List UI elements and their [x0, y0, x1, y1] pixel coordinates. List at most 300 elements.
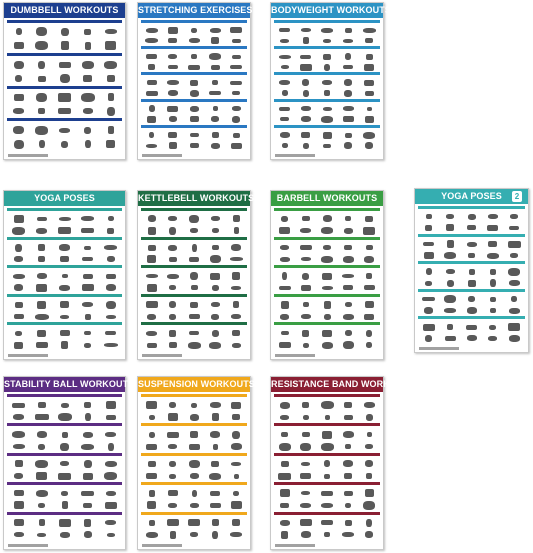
exercise-figure-icon — [169, 474, 176, 479]
exercise-figure-icon — [168, 490, 178, 496]
exercise-figure-icon — [13, 274, 25, 279]
section-divider — [7, 118, 122, 121]
exercise-figure-icon — [425, 225, 432, 231]
exercise-figure-icon — [210, 28, 221, 33]
poster-footer — [142, 154, 182, 157]
exercise-figure-icon — [300, 55, 311, 59]
poster-bodyweight-workouts[interactable] — [270, 2, 391, 160]
exercise-figure-icon — [344, 473, 352, 479]
exercise-figure-icon — [365, 444, 373, 449]
section-divider — [418, 261, 525, 264]
exercise-figure-icon — [365, 460, 373, 467]
exercise-figure-icon — [190, 116, 199, 122]
poster-yoga-poses-2[interactable] — [414, 188, 529, 353]
exercise-figure-icon — [190, 414, 199, 421]
exercise-figure-icon — [36, 472, 47, 480]
exercise-figure-icon — [145, 38, 158, 43]
exercise-figure-icon — [169, 285, 176, 290]
exercise-figure-icon — [303, 37, 309, 44]
exercise-figure-icon — [300, 64, 312, 71]
exercise-figure-icon — [167, 519, 179, 526]
exercise-figure-icon — [301, 132, 310, 138]
section-divider — [7, 237, 122, 240]
exercise-figure-icon — [280, 314, 289, 320]
exercise-figure-icon — [38, 402, 46, 408]
section-divider — [7, 394, 122, 397]
section-divider — [7, 482, 122, 485]
poster-footer — [142, 354, 182, 357]
exercise-figure-icon — [169, 461, 176, 467]
exercise-figure-icon — [169, 116, 177, 122]
exercise-figure-icon — [105, 432, 116, 437]
exercise-figure-icon — [62, 432, 68, 438]
exercise-figure-icon — [108, 216, 114, 221]
exercise-figure-icon — [301, 28, 311, 32]
exercise-figure-icon — [322, 80, 332, 85]
exercise-figure-icon — [344, 90, 352, 97]
exercise-figure-icon — [191, 285, 198, 290]
exercise-figure-icon — [365, 489, 374, 497]
exercise-figure-icon — [106, 491, 116, 496]
exercise-figure-icon — [365, 116, 374, 123]
exercise-figure-icon — [107, 228, 114, 234]
exercise-figure-icon — [212, 285, 219, 291]
exercise-figure-icon — [85, 314, 91, 320]
exercise-figure-icon — [167, 80, 179, 85]
exercise-figure-icon — [365, 531, 373, 538]
poster-title: RESISTANCE BAND WORKOUTS — [271, 377, 383, 392]
poster-yoga-poses[interactable] — [3, 190, 126, 360]
exercise-figure-icon — [343, 116, 354, 122]
exercise-figure-icon — [59, 244, 70, 251]
exercise-figure-icon — [190, 80, 198, 86]
exercise-figure-icon — [59, 128, 70, 133]
exercise-figure-icon — [363, 132, 375, 139]
exercise-figure-icon — [192, 490, 197, 497]
exercise-figure-icon — [108, 93, 114, 101]
exercise-figure-icon — [15, 244, 22, 252]
section-divider — [274, 46, 380, 49]
exercise-figure-icon — [324, 460, 330, 467]
exercise-figure-icon — [189, 314, 200, 319]
exercise-figure-icon — [345, 133, 352, 138]
exercise-figure-icon — [189, 460, 200, 468]
exercise-figure-icon — [279, 107, 290, 111]
exercise-figure-icon — [106, 140, 115, 148]
poster-footer — [275, 544, 315, 547]
exercise-figure-icon — [211, 37, 219, 44]
exercise-figure-icon — [426, 268, 432, 275]
poster-kettlebell-workouts[interactable] — [137, 190, 255, 360]
section-divider — [7, 294, 122, 297]
exercise-figure-icon — [169, 257, 177, 262]
exercise-figure-icon — [232, 343, 241, 348]
poster-footer — [142, 544, 182, 547]
exercise-figure-icon — [212, 330, 219, 337]
exercise-figure-icon — [190, 90, 199, 97]
exercise-figure-icon — [279, 55, 291, 59]
exercise-figure-icon — [35, 126, 48, 135]
exercise-figure-icon — [321, 116, 333, 123]
exercise-figure-icon — [83, 108, 93, 114]
exercise-figure-icon — [325, 415, 330, 420]
exercise-figure-icon — [321, 227, 333, 234]
exercise-figure-icon — [343, 431, 354, 438]
poster-stability-ball-workouts[interactable] — [3, 376, 135, 550]
exercise-figure-icon — [468, 296, 475, 302]
exercise-figure-icon — [146, 473, 157, 479]
section-divider — [274, 394, 380, 397]
exercise-figure-icon — [148, 64, 155, 70]
exercise-figure-icon — [490, 269, 496, 275]
exercise-figure-icon — [82, 257, 93, 261]
exercise-figure-icon — [146, 54, 157, 59]
section-divider — [141, 237, 247, 240]
exercise-figure-icon — [300, 473, 311, 479]
section-divider — [274, 512, 380, 515]
exercise-figure-icon — [146, 144, 157, 148]
exercise-figure-icon — [37, 273, 47, 279]
exercise-figure-icon — [302, 432, 310, 437]
section-divider — [274, 482, 380, 485]
exercise-figure-icon — [106, 274, 116, 279]
exercise-figure-icon — [233, 215, 240, 222]
exercise-figure-icon — [61, 341, 68, 349]
section-divider — [141, 265, 247, 268]
exercise-figure-icon — [365, 142, 373, 149]
exercise-figure-icon — [146, 28, 158, 33]
exercise-figure-icon — [190, 532, 198, 537]
exercise-figure-icon — [148, 461, 156, 467]
exercise-figure-icon — [168, 444, 177, 449]
exercise-figure-icon — [322, 431, 332, 439]
exercise-figure-icon — [191, 28, 197, 33]
exercise-figure-icon — [447, 240, 454, 248]
exercise-figure-icon — [446, 224, 454, 231]
exercise-figure-icon — [281, 432, 288, 437]
section-divider — [141, 394, 247, 397]
exercise-figure-icon — [167, 106, 178, 112]
poster-illustrations — [141, 394, 247, 541]
exercise-figure-icon — [467, 242, 477, 247]
exercise-figure-icon — [211, 302, 220, 307]
exercise-figure-icon — [344, 228, 353, 234]
exercise-figure-icon — [14, 342, 23, 349]
exercise-figure-icon — [168, 90, 178, 96]
section-divider — [7, 53, 122, 56]
exercise-figure-icon — [324, 314, 331, 320]
exercise-figure-icon — [366, 342, 372, 348]
exercise-figure-icon — [39, 140, 45, 148]
exercise-figure-icon — [169, 301, 176, 308]
section-divider — [418, 206, 525, 209]
exercise-figure-icon — [60, 330, 70, 336]
exercise-figure-icon — [190, 143, 199, 148]
exercise-figure-icon — [59, 285, 70, 291]
exercise-figure-icon — [446, 269, 455, 274]
exercise-figure-icon — [281, 301, 289, 309]
exercise-figure-icon — [233, 133, 240, 138]
poster-title: BODYWEIGHT WORKOUTS — [271, 3, 383, 18]
exercise-figure-icon — [230, 257, 243, 261]
exercise-figure-icon — [508, 323, 520, 331]
exercise-figure-icon — [302, 79, 309, 86]
exercise-figure-icon — [12, 403, 25, 408]
exercise-figure-icon — [343, 39, 353, 43]
exercise-figure-icon — [211, 314, 219, 320]
exercise-figure-icon — [14, 501, 24, 509]
poster-footer — [8, 354, 48, 357]
section-divider — [274, 322, 380, 325]
exercise-figure-icon — [323, 54, 331, 60]
poster-title: YOGA POSES — [415, 189, 528, 204]
exercise-figure-icon — [231, 143, 242, 149]
exercise-figure-icon — [13, 108, 24, 114]
exercise-figure-icon — [146, 331, 157, 336]
poster-resistance-band-workouts[interactable] — [270, 376, 416, 550]
section-divider — [418, 234, 525, 237]
exercise-figure-icon — [281, 216, 288, 222]
exercise-figure-icon — [343, 65, 353, 69]
exercise-figure-icon — [147, 255, 156, 263]
exercise-figure-icon — [490, 279, 496, 287]
exercise-figure-icon — [302, 273, 309, 280]
section-divider — [141, 512, 247, 515]
exercise-figure-icon — [279, 80, 290, 85]
exercise-figure-icon — [300, 245, 312, 250]
exercise-figure-icon — [107, 256, 115, 262]
exercise-figure-icon — [146, 274, 158, 278]
exercise-figure-icon — [210, 503, 221, 508]
exercise-figure-icon — [209, 473, 221, 480]
exercise-figure-icon — [190, 503, 199, 508]
exercise-figure-icon — [279, 443, 291, 451]
exercise-figure-icon — [301, 462, 310, 466]
exercise-figure-icon — [149, 105, 155, 112]
exercise-figure-icon — [83, 503, 92, 508]
exercise-figure-icon — [212, 80, 218, 85]
exercise-figure-icon — [280, 503, 289, 508]
exercise-figure-icon — [36, 27, 47, 36]
exercise-figure-icon — [279, 28, 290, 32]
exercise-figure-icon — [61, 41, 69, 50]
exercise-figure-icon — [300, 443, 311, 451]
exercise-figure-icon — [105, 29, 117, 34]
poster-title: YOGA POSES — [4, 191, 125, 206]
exercise-figure-icon — [365, 301, 374, 308]
exercise-figure-icon — [209, 91, 221, 95]
exercise-figure-icon — [190, 272, 198, 280]
exercise-figure-icon — [322, 330, 332, 337]
section-divider — [141, 294, 247, 297]
exercise-figure-icon — [59, 217, 71, 221]
exercise-figure-icon — [211, 143, 220, 149]
exercise-figure-icon — [444, 252, 456, 259]
exercise-figure-icon — [343, 106, 354, 111]
exercise-figure-icon — [14, 532, 24, 537]
exercise-figure-icon — [323, 245, 331, 250]
exercise-figure-icon — [189, 444, 200, 450]
exercise-figure-icon — [147, 314, 156, 320]
exercise-figure-icon — [38, 108, 45, 114]
exercise-figure-icon — [323, 107, 332, 111]
exercise-figure-icon — [84, 29, 91, 35]
section-divider — [7, 453, 122, 456]
poster-title: KETTLEBELL WORKOUTS — [138, 191, 250, 206]
exercise-figure-icon — [345, 28, 352, 33]
poster-stretching-exercises[interactable] — [137, 2, 251, 160]
exercise-figure-icon — [37, 431, 47, 438]
exercise-figure-icon — [232, 431, 240, 439]
exercise-figure-icon — [282, 90, 288, 96]
exercise-figure-icon — [58, 473, 71, 480]
exercise-figure-icon — [147, 80, 157, 85]
section-divider — [141, 99, 247, 102]
exercise-figure-icon — [190, 473, 199, 479]
exercise-figure-icon — [301, 106, 311, 111]
exercise-figure-icon — [211, 216, 220, 221]
exercise-figure-icon — [232, 55, 241, 59]
exercise-figure-icon — [84, 331, 91, 335]
exercise-figure-icon — [146, 401, 157, 409]
exercise-figure-icon — [168, 245, 177, 251]
exercise-figure-icon — [281, 65, 289, 69]
exercise-figure-icon — [303, 90, 309, 97]
exercise-figure-icon — [82, 302, 93, 307]
poster-illustrations — [418, 206, 525, 344]
exercise-figure-icon — [189, 331, 199, 335]
exercise-figure-icon — [107, 75, 115, 82]
exercise-figure-icon — [231, 314, 241, 319]
exercise-figure-icon — [343, 256, 354, 263]
exercise-figure-icon — [425, 281, 432, 286]
exercise-figure-icon — [59, 62, 71, 68]
exercise-figure-icon — [169, 342, 177, 348]
exercise-figure-icon — [509, 308, 520, 314]
exercise-figure-icon — [149, 432, 155, 438]
poster-footer — [275, 154, 315, 157]
exercise-figure-icon — [279, 286, 291, 290]
exercise-figure-icon — [167, 432, 179, 438]
exercise-figure-icon — [82, 284, 94, 291]
poster-illustrations — [7, 20, 122, 151]
exercise-figure-icon — [210, 402, 221, 408]
exercise-figure-icon — [231, 286, 241, 290]
exercise-figure-icon — [38, 503, 45, 508]
section-divider — [7, 20, 122, 23]
exercise-figure-icon — [488, 241, 497, 247]
exercise-figure-icon — [169, 314, 176, 320]
exercise-figure-icon — [60, 461, 69, 466]
exercise-figure-icon — [105, 502, 117, 509]
exercise-figure-icon — [282, 143, 288, 148]
exercise-figure-icon — [60, 301, 69, 308]
exercise-figure-icon — [35, 460, 48, 468]
exercise-figure-icon — [168, 413, 178, 421]
exercise-figure-icon — [106, 284, 116, 291]
exercise-figure-icon — [302, 330, 309, 337]
exercise-figure-icon — [231, 402, 241, 409]
exercise-figure-icon — [81, 216, 94, 221]
exercise-figure-icon — [191, 54, 197, 59]
exercise-figure-icon — [60, 443, 69, 451]
section-divider — [274, 423, 380, 426]
exercise-figure-icon — [82, 61, 94, 69]
exercise-figure-icon — [344, 415, 353, 420]
exercise-figure-icon — [15, 302, 23, 308]
poster-footer — [419, 347, 459, 350]
exercise-figure-icon — [85, 413, 91, 421]
exercise-figure-icon — [343, 314, 354, 320]
exercise-figure-icon — [12, 431, 25, 438]
exercise-figure-icon — [363, 28, 376, 33]
section-divider — [7, 423, 122, 426]
exercise-figure-icon — [487, 253, 499, 259]
exercise-figure-icon — [190, 302, 198, 308]
exercise-figure-icon — [188, 65, 200, 70]
exercise-figure-icon — [300, 228, 311, 233]
exercise-figure-icon — [36, 342, 48, 348]
section-divider — [7, 86, 122, 89]
exercise-figure-icon — [210, 431, 220, 438]
poster-barbell-workouts[interactable] — [270, 190, 384, 360]
exercise-figure-icon — [212, 228, 219, 233]
exercise-figure-icon — [36, 93, 47, 102]
exercise-figure-icon — [231, 501, 242, 509]
exercise-figure-icon — [424, 307, 433, 314]
exercise-figure-icon — [210, 255, 221, 263]
exercise-figure-icon — [321, 491, 333, 496]
exercise-figure-icon — [209, 53, 221, 60]
exercise-figure-icon — [342, 532, 354, 537]
exercise-figure-icon — [14, 519, 24, 526]
poster-dumbbell-workouts[interactable] — [3, 2, 126, 160]
exercise-figure-icon — [147, 501, 156, 509]
exercise-figure-icon — [168, 38, 177, 43]
exercise-figure-icon — [81, 93, 95, 102]
exercise-figure-icon — [62, 501, 68, 509]
exercise-figure-icon — [38, 76, 46, 82]
poster-illustrations — [141, 20, 247, 151]
exercise-figure-icon — [58, 108, 71, 114]
exercise-figure-icon — [85, 42, 91, 50]
exercise-figure-icon — [169, 330, 176, 337]
poster-title: STABILITY BALL WORKOUTS — [4, 377, 125, 392]
exercise-figure-icon — [344, 79, 352, 86]
exercise-figure-icon — [280, 402, 290, 409]
exercise-figure-icon — [232, 91, 240, 95]
exercise-figure-icon — [233, 301, 239, 308]
exercise-figure-icon — [423, 242, 434, 246]
exercise-figure-icon — [509, 335, 520, 342]
section-divider — [274, 72, 380, 75]
exercise-figure-icon — [469, 269, 475, 275]
exercise-figure-icon — [149, 415, 155, 420]
exercise-figure-icon — [363, 501, 375, 510]
poster-number-badge: 2 — [512, 191, 522, 202]
exercise-figure-icon — [487, 225, 498, 231]
exercise-figure-icon — [447, 324, 453, 330]
exercise-figure-icon — [321, 503, 333, 508]
section-divider — [141, 423, 247, 426]
poster-footer — [8, 154, 48, 157]
exercise-figure-icon — [37, 330, 46, 337]
poster-suspension-workouts[interactable] — [137, 376, 255, 550]
exercise-figure-icon — [104, 343, 118, 347]
exercise-figure-icon — [14, 94, 24, 101]
exercise-figure-icon — [323, 39, 331, 43]
exercise-figure-icon — [15, 331, 22, 336]
